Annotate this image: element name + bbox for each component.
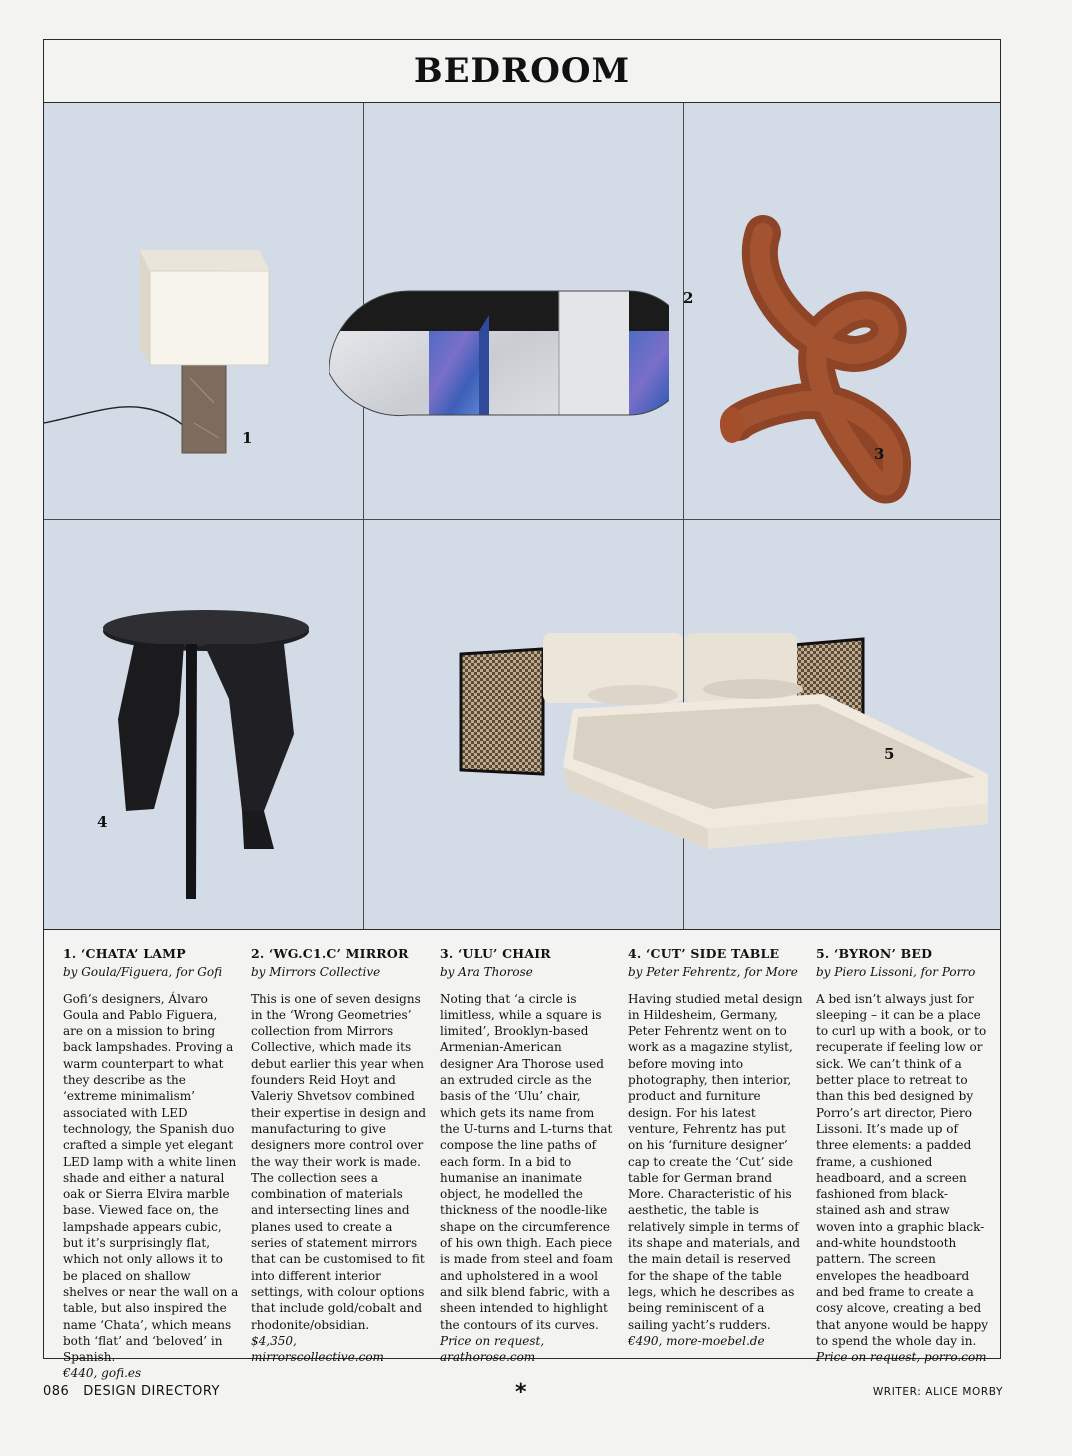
title-bar (44, 40, 1000, 103)
item-price: €440, gofi.es (63, 1366, 142, 1381)
mirror-illustration (329, 253, 669, 453)
item-body: Having studied metal design in Hildesheim, Germany, Peter Fehrentz went on to work as a magazine stylist, before moving into photography, then interior, product and furniture design. For his latest venture, Fehrentz has put on his ‘furniture designer’ cap to create the ‘Cut’ side table for German brand More. Characteristic of his aesthetic, the table is relatively simple in terms of its shape and materials, and the main detail is reserved for the shape of the table legs, which he describes as being reminiscent of a sailing yacht’s rudders. (628, 991, 803, 1332)
product-image-mirror (329, 253, 694, 453)
item-heading: 3. ‘ULU’ CHAIR (440, 946, 551, 961)
description-side-table (628, 946, 804, 1349)
writer-credit: WRITER: ALICE MORBY (872, 1386, 1003, 1398)
product-image-lamp (44, 103, 363, 519)
item-designer: by Mirrors Collective (251, 965, 381, 980)
item-body: Gofi’s designers, Álvaro Goula and Pablo Figuera, are on a mission to bring back lampshades. Proving a warm counterpart to what they describe as the ‘extreme minimalism’ associated with LED technology, the Spanish duo crafted a simple yet elegant LED lamp with a white linen shade and either a natural oak or Sierra Elvira marble base. Viewed face on, the lampshade appears cubic, but it’s surprisingly flat, which not only allows it to be placed on shallow shelves or near the wall on a table, but also inspired the name ‘Chata’, which means both ‘flat’ and ‘beloved’ in Spanish. (63, 991, 239, 1365)
chair-illustration (683, 103, 1000, 519)
table-illustration (44, 519, 363, 929)
article-frame (43, 39, 1001, 1381)
item-price: €490, more-moebel.de (628, 1333, 765, 1348)
description-mirror (251, 946, 427, 1365)
item-price: Price on request, arathorose.com (440, 1333, 545, 1365)
item-heading: 4. ‘CUT’ SIDE TABLE (628, 946, 780, 961)
product-image-bed (363, 519, 1000, 929)
product-image-side-table (44, 519, 363, 929)
product-image-chair (683, 103, 1000, 519)
item-heading: 1. ‘CHATA’ LAMP (63, 946, 186, 961)
product-grid (44, 103, 1000, 929)
page-number: 086 (43, 1384, 70, 1399)
item-heading: 2. ‘WG.C1.C’ MIRROR (251, 946, 409, 961)
item-heading: 5. ‘BYRON’ BED (816, 946, 933, 961)
description-chair (440, 946, 616, 1365)
item-number: 1 (242, 429, 253, 447)
product-descriptions (44, 929, 1000, 1381)
item-price: $4,350, mirrorscollective.com (251, 1333, 384, 1365)
item-body: Noting that ‘a circle is limitless, while a square is limited’, Brooklyn-based Armenian-American designer Ara Thorose used an extruded circle as the basis of the ‘Ulu’ chair, which gets its name from the U-turns and L-turns that compose the line paths of each form. In a bid to humanise an inanimate object, he modelled the thickness of the noodle-like shape on the circumference of his own thigh. Each piece is made from steel and foam and upholstered in a wool and silk blend fabric, with a sheen intended to highlight the contours of its curves. (440, 991, 613, 1332)
section-name: DESIGN DIRECTORY (83, 1384, 220, 1399)
item-designer: by Piero Lissoni, for Porro (816, 965, 976, 980)
item-designer: by Peter Fehrentz, for More (628, 965, 798, 980)
item-body: This is one of seven designs in the ‘Wrong Geometries’ collection from Mirrors Collective, which made its debut earlier this year when founders Reid Hoyt and Valeriy Shvetsov combined their expertise in design and manufacturing to give designers more control over the way their work is made. The collection sees a combination of materials and intersecting lines and planes used to create a series of statement mirrors that can be customised to fit into different interior settings, with colour options that include gold/cobalt and rhodonite/obsidian. (251, 991, 427, 1332)
item-designer: by Ara Thorose (440, 965, 533, 980)
item-designer: by Goula/Figuera, for Gofi (63, 965, 223, 980)
asterisk-icon: * (515, 1380, 527, 1405)
item-body: A bed isn’t always just for sleeping – it can be a place to curl up with a book, or to recuperate if feeling low or sick. We can’t think of a better place to retreat to than this bed designed by Porro’s art director, Piero Lissoni. It’s made up of three elements: a padded frame, a cushioned headboard, and a screen fashioned from black-stained ash and straw woven into a graphic black-and-white houndstooth pattern. The screen envelopes the headboard and bed frame to create a cosy alcove, creating a bed that anyone would be happy to spend the whole day in. (816, 991, 989, 1348)
item-number: 2 (683, 289, 694, 307)
lamp-illustration (44, 103, 363, 519)
item-number: 3 (874, 445, 885, 463)
description-bed (816, 946, 992, 1365)
bed-illustration (363, 519, 1000, 929)
item-number: 4 (97, 813, 108, 831)
item-number: 5 (884, 745, 895, 763)
page-footer (43, 1380, 1003, 1405)
description-lamp (63, 946, 239, 1382)
footer-folio (43, 1384, 220, 1399)
item-price: Price on request, porro.com (816, 1350, 987, 1365)
page-title: BEDROOM (413, 51, 631, 91)
